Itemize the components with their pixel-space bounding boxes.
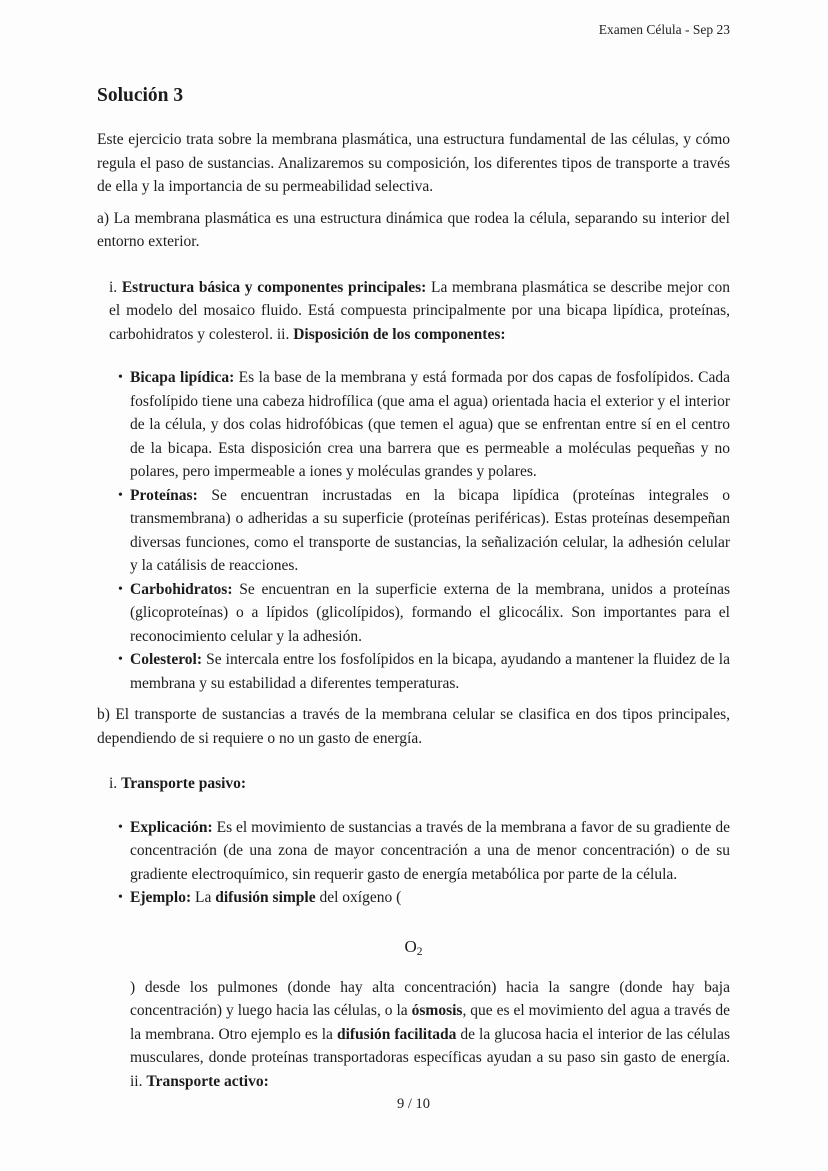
list-item-text: Es el movimiento de sustancias a través de la membrana a favor de su gradiente de concentración (de una zona de mayor concentración a una de menor concentración) o de su gradiente electroquímico, sin requerir gasto de energía metabólica por parte de la célula. bbox=[130, 818, 730, 883]
list-item-text: Es la base de la membrana y está formada por dos capas de fosfolípidos. Cada fosfolípido tiene una cabeza hidrofílica (que ama el agua) orientada hacia el exterior y el interior de la célula, y dos colas hidrofóbicas (que temen el agua) que se enfrentan entre sí en el centro de la bicapa. Esta disposición crea una barrera que es permeable a moléculas pequeñas y no polares, pero impermeable a iones y moléculas grandes y polares. bbox=[130, 369, 731, 480]
document-content bbox=[97, 0, 730, 1093]
active-transport-heading: Transporte activo: bbox=[146, 1072, 269, 1090]
passive-transport-block bbox=[109, 772, 730, 796]
difusion-facilitada-bold: difusión facilitada bbox=[336, 1025, 457, 1043]
passive-transport-heading: Transporte pasivo: bbox=[121, 775, 247, 792]
structure-heading: Estructura básica y componentes principales: bbox=[121, 278, 427, 296]
components-list bbox=[97, 366, 730, 695]
list-item-term: Ejemplo: bbox=[130, 889, 192, 906]
paragraph-a: a) La membrana plasmática es una estructura dinámica que rodea la célula, separando su interior del entorno exterior. bbox=[97, 209, 730, 250]
list-item-proteinas bbox=[130, 484, 730, 578]
page-number: 9 / 10 bbox=[396, 1096, 431, 1112]
intro-paragraph: Este ejercicio trata sobre la membrana plasmática, una estructura fundamental de las células, y cómo regula el paso de sustancias. Analizaremos su composición, los diferentes tipos de transporte a través de ella y la importancia de su permeabilidad selectiva. bbox=[97, 131, 730, 195]
list-item-term: Carbohidratos: bbox=[130, 580, 233, 598]
formula-subscript: 2 bbox=[416, 945, 423, 958]
structure-body-text: La membrana plasmática se describe mejor con el modelo del mosaico fluido. Está compuesta principalmente por una bicapa lipídica, proteínas, carbohidratos y colesterol. ii. bbox=[109, 278, 730, 343]
roman-numeral-i: i. bbox=[109, 278, 122, 296]
list-item-text: Se encuentran incrustadas en la bicapa lipídica (proteínas integrales o transmembrana) o adheridas a su superficie (proteínas periféricas). Estas proteínas desempeñan diversas funciones, como el transporte de sustancias, la señalización celular, la adhesión celular y la catálisis de reacciones. bbox=[130, 486, 730, 574]
chemical-formula-o2 bbox=[97, 936, 730, 958]
list-item-ejemplo bbox=[130, 886, 730, 910]
list-item-term: Bicapa lipídica: bbox=[130, 369, 235, 386]
continuation-text: ) desde los pulmones (donde hay alta concentración) hacia la sangre (donde hay baja concentración) y luego hacia las células, o la bbox=[130, 978, 730, 1019]
structure-block bbox=[109, 276, 730, 347]
list-item-carbohidratos bbox=[130, 578, 730, 649]
list-item-colesterol bbox=[130, 648, 730, 695]
continuation-text: , que es el movimiento del agua a través de la membrana. Otro ejemplo es la bbox=[130, 1002, 730, 1043]
list-item-explicacion bbox=[130, 816, 730, 887]
passive-transport-list bbox=[97, 816, 730, 910]
list-item-text: La bbox=[191, 889, 216, 906]
roman-numeral-i: i. bbox=[109, 775, 122, 792]
list-item-term: Proteínas: bbox=[130, 486, 198, 504]
continuation-paragraph bbox=[130, 976, 730, 1094]
list-item-term: Explicación: bbox=[130, 818, 213, 836]
list-item-bicapa-lipidica bbox=[130, 366, 730, 484]
continuation-text: de la glucosa hacia el interior de las células musculares, donde proteínas transportadoras específicas ayudan a su paso sin gasto de energía. ii. bbox=[130, 1025, 730, 1090]
list-item-text: Se intercala entre los fosfolípidos en la bicapa, ayudando a mantener la fluidez de la membrana y su estabilidad a diferentes temperaturas. bbox=[130, 651, 730, 692]
osmosis-bold: ósmosis bbox=[411, 1002, 463, 1019]
list-item-term: Colesterol: bbox=[130, 651, 203, 668]
list-item-text: del oxígeno ( bbox=[315, 889, 402, 906]
list-item-text: Se encuentran en la superficie externa de la membrana, unidos a proteínas (glicoproteínas) o a lípidos (glicolípidos), formando el glicocálix. Son importantes para el reconocimiento celular y la adhesión. bbox=[130, 580, 730, 645]
section-title: Solución 3 bbox=[97, 85, 184, 106]
running-header: Examen Célula - Sep 23 bbox=[598, 22, 730, 37]
difusion-simple-bold: difusión simple bbox=[215, 889, 316, 906]
formula-base: O bbox=[404, 936, 417, 956]
disposicion-heading: Disposición de los componentes: bbox=[293, 325, 506, 343]
paragraph-b: b) El transporte de sustancias a través de la membrana celular se clasifica en dos tipos principales, dependiendo de si requiere o no un gasto de energía. bbox=[97, 706, 730, 747]
